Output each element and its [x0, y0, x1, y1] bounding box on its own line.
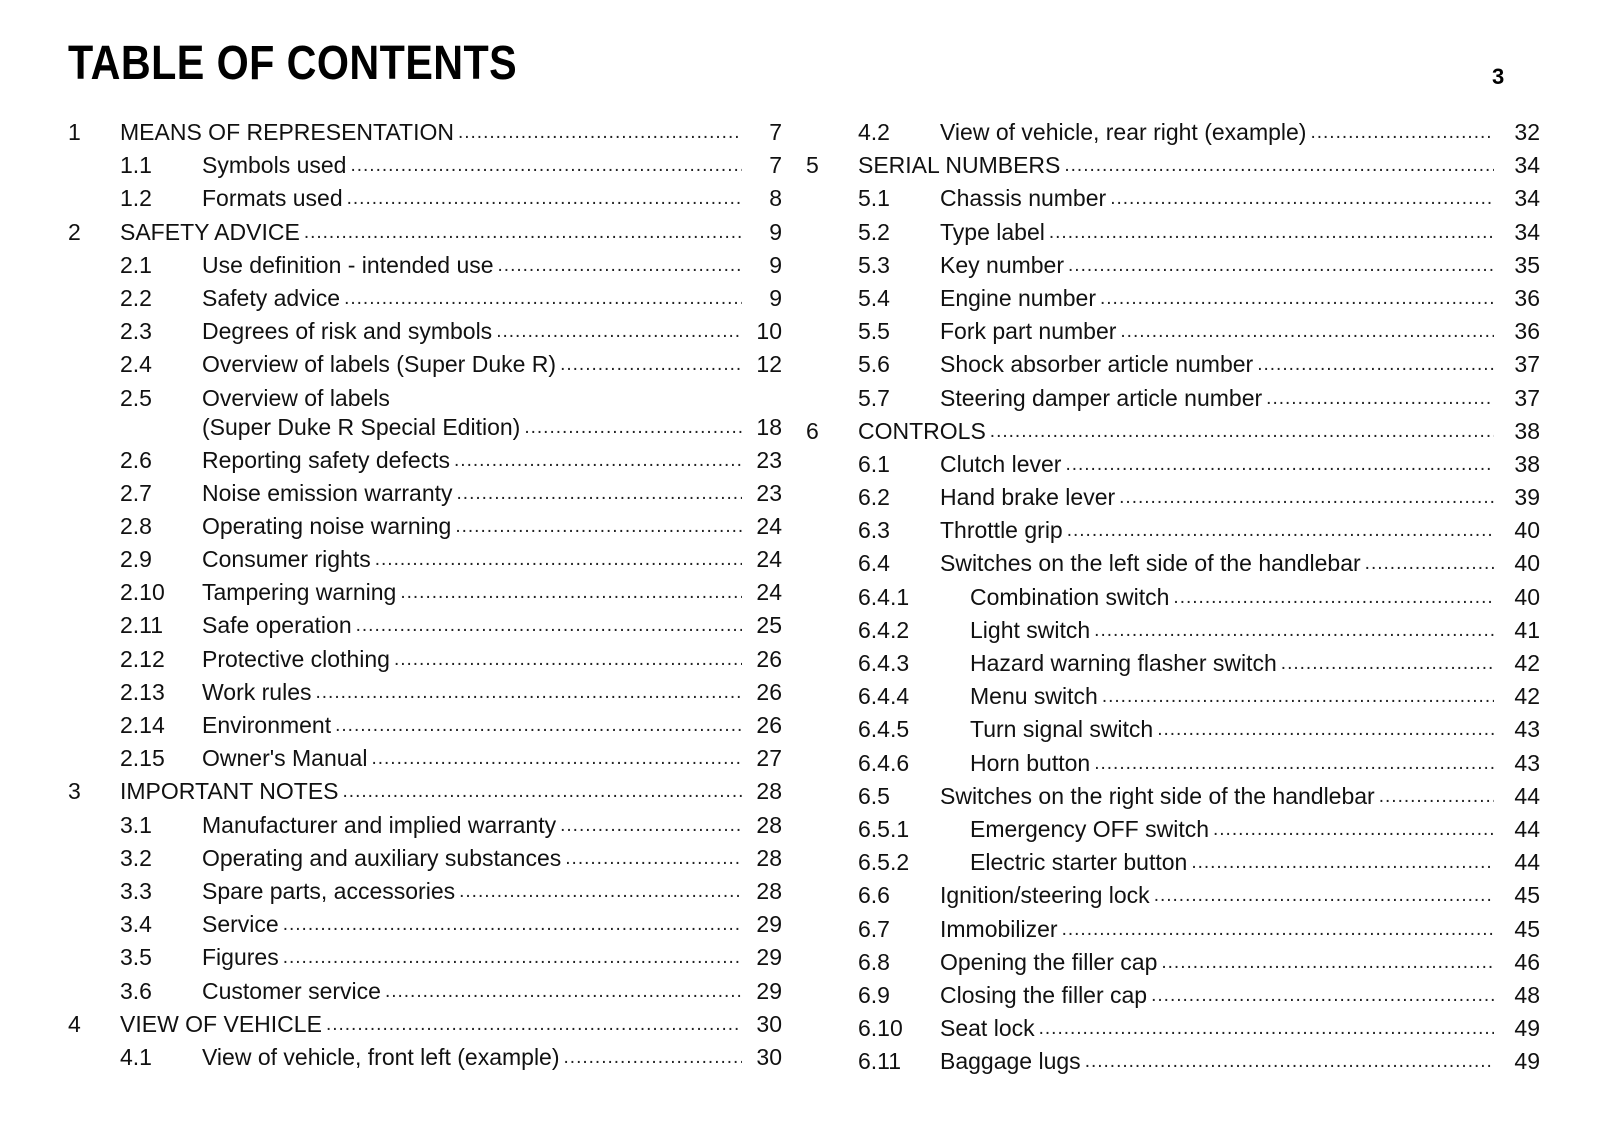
dot-leader: [1173, 581, 1494, 614]
toc-entry-label: Emergency OFF switch: [970, 813, 1213, 846]
toc-entry-number: 6.10: [858, 1015, 903, 1042]
toc-entry-page: 7: [769, 119, 782, 145]
toc-column-right: [806, 116, 1540, 1078]
toc-entry[interactable]: [68, 249, 782, 282]
toc-entry[interactable]: [806, 448, 1540, 481]
toc-entry[interactable]: [806, 813, 1540, 846]
toc-entry-label: Environment: [202, 709, 335, 742]
toc-entry[interactable]: [68, 382, 782, 444]
toc-entry-number: 2.13: [120, 678, 165, 705]
toc-entry[interactable]: [68, 282, 782, 315]
toc-entry[interactable]: [68, 116, 782, 149]
toc-entry-number: 3.5: [120, 944, 152, 971]
dot-leader: [1161, 946, 1494, 979]
toc-entry[interactable]: [806, 216, 1540, 249]
toc-entry-number: 5.1: [858, 185, 890, 212]
dot-leader: [1310, 116, 1494, 149]
toc-entry-number: 6.4.4: [858, 683, 910, 710]
toc-entry-page: 24: [756, 546, 782, 573]
toc-entry-page: 44: [1514, 849, 1540, 876]
toc-entry[interactable]: [68, 1041, 782, 1074]
dot-leader: [400, 576, 742, 609]
toc-entry-page: 23: [756, 479, 782, 506]
toc-entry-number: 5.6: [858, 351, 890, 378]
dot-leader: [1151, 979, 1494, 1012]
toc-entry-page: 9: [769, 251, 782, 278]
toc-entry-page: 9: [769, 218, 782, 245]
toc-entry-page: 42: [1514, 683, 1540, 710]
toc-entry[interactable]: [68, 182, 782, 215]
toc-entry-number: 5.5: [858, 318, 890, 345]
toc-entry-number: 6.1: [858, 450, 890, 477]
toc-entry[interactable]: [806, 348, 1540, 381]
dot-leader: [1281, 647, 1494, 680]
dot-leader: [375, 543, 742, 576]
toc-entry[interactable]: [806, 315, 1540, 348]
toc-entry-page: 37: [1514, 351, 1540, 378]
dot-leader: [1085, 1045, 1494, 1078]
toc-entry-page: 37: [1514, 384, 1540, 411]
toc-entry-page: 43: [1514, 749, 1540, 776]
toc-entry[interactable]: [68, 809, 782, 842]
dot-leader: [1067, 514, 1494, 547]
toc-entry-number: 2.8: [120, 512, 152, 539]
toc-entry-number: 4.2: [858, 119, 890, 145]
toc-entry-label: Closing the filler cap: [940, 979, 1151, 1012]
toc-entry-number: 6.4.1: [858, 583, 910, 610]
toc-entry-number: 4.1: [120, 1043, 152, 1070]
toc-entry-page: 7: [769, 152, 782, 179]
toc-entry-number: 3.2: [120, 844, 152, 871]
toc-entry[interactable]: [68, 510, 782, 543]
toc-entry[interactable]: [68, 1008, 782, 1041]
toc-entry-label: Service: [202, 908, 283, 941]
toc-entry-label: Noise emission warranty: [202, 477, 457, 510]
dot-leader: [343, 775, 742, 808]
toc-entry-page: 46: [1514, 948, 1540, 975]
toc-entry-label: View of vehicle, front left (example): [202, 1041, 564, 1074]
toc-entry-label: Opening the filler cap: [940, 946, 1161, 979]
toc-entry-page: 29: [756, 911, 782, 938]
dot-leader: [1110, 182, 1494, 215]
toc-entry-number: 6.9: [858, 981, 890, 1008]
toc-entry-page: 24: [756, 579, 782, 606]
toc-entry-number: 2: [68, 218, 81, 245]
toc-entry-page: 34: [1514, 185, 1540, 212]
toc-entry-label: Turn signal switch: [970, 713, 1157, 746]
toc-entry-number: 1.1: [120, 152, 152, 179]
toc-entry[interactable]: [68, 842, 782, 875]
toc-entry-page: 34: [1514, 218, 1540, 245]
toc-entry-number: 2.3: [120, 318, 152, 345]
toc-entry[interactable]: [806, 780, 1540, 813]
toc-entry-page: 23: [756, 446, 782, 473]
toc-entry-label: VIEW OF VEHICLE: [120, 1008, 326, 1041]
dot-leader: [1213, 813, 1494, 846]
toc-entry-page: 18: [756, 413, 782, 440]
toc-entry[interactable]: [806, 547, 1540, 580]
dot-leader: [1094, 747, 1494, 780]
toc-entry-number: 1: [68, 119, 81, 145]
toc-entry-page: 28: [756, 778, 782, 805]
toc-entry-label: Figures: [202, 941, 283, 974]
toc-column-left: [68, 116, 782, 1074]
toc-entry-number: 6.5: [858, 782, 890, 809]
toc-entry-label: Key number: [940, 249, 1068, 282]
toc-entry-page: 45: [1514, 882, 1540, 909]
toc-entry-label: Operating noise warning: [202, 510, 455, 543]
toc-entry[interactable]: [68, 643, 782, 676]
toc-entry-label: Baggage lugs: [940, 1045, 1085, 1078]
toc-entry-page: 29: [756, 944, 782, 971]
toc-entry-label: Spare parts, accessories: [202, 875, 459, 908]
toc-entry-number: 3: [68, 778, 81, 805]
toc-entry-number: 2.1: [120, 251, 152, 278]
toc-entry-label: Ignition/steering lock: [940, 879, 1154, 912]
toc-entry[interactable]: [68, 676, 782, 709]
toc-entry-number: 2.7: [120, 479, 152, 506]
toc-entry-page: 32: [1514, 119, 1540, 145]
toc-entry-page: 25: [756, 612, 782, 639]
toc-entry-page: 9: [769, 284, 782, 311]
toc-entry-number: 2.11: [120, 612, 164, 639]
toc-entry[interactable]: [806, 382, 1540, 415]
toc-entry-number: 6: [806, 417, 819, 444]
dot-leader: [316, 676, 743, 709]
toc-entry-number: 3.3: [120, 877, 152, 904]
toc-entry-label: SERIAL NUMBERS: [858, 149, 1064, 182]
toc-entry-number: 2.6: [120, 446, 152, 473]
toc-entry-number: 5.7: [858, 384, 890, 411]
page-title: TABLE OF CONTENTS: [68, 37, 518, 90]
toc-entry-page: 30: [756, 1043, 782, 1070]
toc-entry-number: 1.2: [120, 185, 152, 212]
toc-entry-page: 35: [1514, 251, 1540, 278]
dot-leader: [350, 149, 742, 182]
toc-entry-label: Safe operation: [202, 609, 356, 642]
toc-entry-label: Symbols used: [202, 149, 350, 182]
toc-entry-number: 6.4.3: [858, 650, 910, 676]
toc-entry-page: 8: [769, 185, 782, 212]
toc-entry[interactable]: [68, 742, 782, 775]
toc-entry-page: 39: [1514, 484, 1540, 511]
toc-entry-number: 6.5.1: [858, 815, 910, 842]
toc-entry-number: 4: [68, 1010, 81, 1037]
dot-leader: [457, 477, 742, 510]
toc-entry-page: 28: [756, 877, 782, 904]
toc-entry[interactable]: [68, 149, 782, 182]
dot-leader: [283, 908, 742, 941]
toc-entry-page: 43: [1514, 716, 1540, 743]
toc-entry-page: 41: [1514, 616, 1540, 643]
dot-leader: [990, 415, 1494, 448]
toc-entry-label: View of vehicle, rear right (example): [940, 116, 1310, 149]
toc-entry[interactable]: [806, 581, 1540, 614]
dot-leader: [498, 249, 742, 282]
toc-entry-label: Seat lock: [940, 1012, 1039, 1045]
toc-entry-label: (Super Duke R Special Edition): [202, 411, 524, 444]
toc-entry-page: 12: [756, 351, 782, 378]
toc-entry-label: Combination switch: [970, 581, 1173, 614]
toc-entry-label: Hand brake lever: [940, 481, 1119, 514]
toc-entry-label: SAFETY ADVICE: [120, 216, 304, 249]
dot-leader: [524, 411, 742, 444]
toc-entry-label: Electric starter button: [970, 846, 1191, 879]
dot-leader: [1100, 282, 1494, 315]
dot-leader: [356, 609, 742, 642]
toc-entry-number: 3.1: [120, 811, 152, 838]
toc-entry-number: 2.15: [120, 745, 165, 772]
toc-entry-number: 5.3: [858, 251, 890, 278]
toc-entry-number: 2.2: [120, 284, 152, 311]
toc-entry-label: Switches on the left side of the handlebar: [940, 547, 1365, 580]
toc-entry-page: 30: [756, 1010, 782, 1037]
toc-entry[interactable]: [68, 908, 782, 941]
toc-entry[interactable]: [806, 647, 1540, 680]
toc-entry-page: 45: [1514, 915, 1540, 942]
toc-entry-number: 3.4: [120, 911, 152, 938]
toc-entry-label: Light switch: [970, 614, 1094, 647]
toc-entry[interactable]: [68, 444, 782, 477]
toc-entry[interactable]: [806, 481, 1540, 514]
toc-entry-label: Work rules: [202, 676, 316, 709]
toc-entry-number: 6.7: [858, 915, 890, 942]
toc-entry-page: 49: [1514, 1015, 1540, 1042]
toc-entry-page: 10: [756, 318, 782, 345]
dot-leader: [347, 182, 742, 215]
toc-entry-page: 38: [1514, 417, 1540, 444]
dot-leader: [1068, 249, 1494, 282]
toc-entry-label: Reporting safety defects: [202, 444, 454, 477]
toc-entry-page: 26: [756, 712, 782, 738]
toc-entry[interactable]: [68, 941, 782, 974]
toc-entry-page: 40: [1514, 583, 1540, 610]
dot-leader: [1365, 547, 1494, 580]
dot-leader: [459, 875, 742, 908]
toc-entry[interactable]: [806, 879, 1540, 912]
dot-leader: [1266, 382, 1494, 415]
toc-entry[interactable]: [68, 216, 782, 249]
toc-entry-number: 2.14: [120, 712, 165, 738]
dot-leader: [1065, 448, 1494, 481]
toc-entry-page: 38: [1514, 450, 1540, 477]
toc-entry[interactable]: [806, 415, 1540, 448]
toc-entry[interactable]: [806, 747, 1540, 780]
toc-entry[interactable]: [806, 846, 1540, 879]
toc-entry-number: 3.6: [120, 977, 152, 1004]
toc-entry-number: 2.4: [120, 351, 152, 378]
toc-entry[interactable]: [68, 348, 782, 381]
toc-entry-label: Horn button: [970, 747, 1094, 780]
toc-entry-label: Throttle grip: [940, 514, 1067, 547]
dot-leader: [1257, 348, 1494, 381]
toc-entry-page: 49: [1514, 1048, 1540, 1075]
toc-entry-page: 44: [1514, 782, 1540, 809]
toc-entry-page: 27: [756, 745, 782, 772]
toc-entry-number: 5.4: [858, 284, 890, 311]
toc-entry-label: Tampering warning: [202, 576, 400, 609]
dot-leader: [394, 643, 742, 676]
dot-leader: [335, 709, 742, 742]
dot-leader: [1064, 149, 1494, 182]
toc-entry[interactable]: [68, 609, 782, 642]
toc-entry[interactable]: [68, 709, 782, 742]
dot-leader: [1039, 1012, 1494, 1045]
toc-entry-label: Manufacturer and implied warranty: [202, 809, 560, 842]
toc-entry[interactable]: [806, 1012, 1540, 1045]
toc-entry-number: 5.2: [858, 218, 890, 245]
toc-entry-number: 6.4.5: [858, 716, 910, 743]
toc-entry-label: Use definition - intended use: [202, 249, 498, 282]
toc-entry-label: Safety advice: [202, 282, 344, 315]
dot-leader: [344, 282, 742, 315]
dot-leader: [1102, 680, 1494, 713]
toc-entry-number: 2.9: [120, 546, 152, 573]
toc-entry-number: 6.4.6: [858, 749, 910, 776]
toc-entry-page: 44: [1514, 815, 1540, 842]
toc-entry-label: Clutch lever: [940, 448, 1065, 481]
toc-entry[interactable]: [68, 875, 782, 908]
toc-entry[interactable]: [68, 775, 782, 808]
toc-entry-page: 48: [1514, 981, 1540, 1008]
dot-leader: [371, 742, 742, 775]
dot-leader: [1119, 481, 1494, 514]
toc-entry[interactable]: [806, 913, 1540, 946]
toc-entry-label-line1: Overview of labels: [202, 384, 390, 411]
toc-entry[interactable]: [806, 680, 1540, 713]
toc-entry-page: 28: [756, 811, 782, 838]
dot-leader: [1062, 913, 1494, 946]
toc-entry-label: Immobilizer: [940, 913, 1062, 946]
dot-leader: [564, 1041, 742, 1074]
toc-entry-label: MEANS OF REPRESENTATION: [120, 116, 458, 149]
toc-entry-number: 6.8: [858, 948, 890, 975]
toc-entry-label: Customer service: [202, 975, 385, 1008]
toc-entry-label: Fork part number: [940, 315, 1120, 348]
dot-leader: [565, 842, 742, 875]
toc-entry[interactable]: [68, 576, 782, 609]
dot-leader: [1049, 216, 1494, 249]
toc-entry-label: Type label: [940, 216, 1049, 249]
toc-entry-page: 26: [756, 645, 782, 672]
toc-entry-label: Hazard warning flasher switch: [970, 647, 1281, 680]
dot-leader: [304, 216, 742, 249]
dot-leader: [1157, 713, 1494, 746]
toc-entry-number: 6.3: [858, 517, 890, 544]
dot-leader: [1379, 780, 1494, 813]
dot-leader: [1120, 315, 1494, 348]
toc-entry-page: 28: [756, 844, 782, 871]
toc-entry-number: 6.4.2: [858, 616, 910, 643]
toc-entry-label: Protective clothing: [202, 643, 394, 676]
toc-entry-label: Consumer rights: [202, 543, 375, 576]
toc-entry-number: 2.5: [120, 384, 152, 411]
toc-entry-page: 26: [756, 678, 782, 705]
toc-entry-page: 40: [1514, 517, 1540, 544]
dot-leader: [560, 348, 742, 381]
toc-entry[interactable]: [806, 182, 1540, 215]
toc-entry[interactable]: [806, 116, 1540, 149]
dot-leader: [1094, 614, 1494, 647]
toc-entry-page: 36: [1514, 318, 1540, 345]
toc-entry[interactable]: [806, 249, 1540, 282]
toc-entry-number: 5: [806, 152, 819, 179]
dot-leader: [455, 510, 742, 543]
toc-entry-label: IMPORTANT NOTES: [120, 775, 343, 808]
toc-entry-page: 24: [756, 512, 782, 539]
toc-entry-label: Menu switch: [970, 680, 1102, 713]
dot-leader: [458, 116, 742, 149]
dot-leader: [1154, 879, 1494, 912]
page-number: 3: [1492, 64, 1505, 89]
toc-entry[interactable]: [68, 315, 782, 348]
toc-entry[interactable]: [68, 543, 782, 576]
toc-entry-page: 42: [1514, 650, 1540, 676]
toc-entry[interactable]: [806, 979, 1540, 1012]
toc-entry[interactable]: [806, 149, 1540, 182]
toc-entry-page: 29: [756, 977, 782, 1004]
toc-entry[interactable]: [68, 477, 782, 510]
toc-entry-label: Formats used: [202, 182, 347, 215]
toc-entry[interactable]: [806, 614, 1540, 647]
toc-entry-page: 36: [1514, 284, 1540, 311]
toc-entry-label: Shock absorber article number: [940, 348, 1257, 381]
dot-leader: [560, 809, 742, 842]
toc-entry-label: Switches on the right side of the handlebar: [940, 780, 1379, 813]
toc-entry-label: Engine number: [940, 282, 1100, 315]
toc-entry-label: Operating and auxiliary substances: [202, 842, 565, 875]
dot-leader: [496, 315, 742, 348]
toc-entry[interactable]: [806, 713, 1540, 746]
toc-entry-label: Chassis number: [940, 182, 1110, 215]
toc-entry-number: 6.5.2: [858, 849, 910, 876]
toc-entry-number: 2.10: [120, 579, 165, 606]
toc-entry[interactable]: [68, 975, 782, 1008]
toc-entry-number: 6.2: [858, 484, 890, 511]
dot-leader: [454, 444, 742, 477]
toc-entry-label: Overview of labels (Super Duke R): [202, 348, 560, 381]
toc-entry-number: 2.12: [120, 645, 165, 672]
toc-entry[interactable]: [806, 514, 1540, 547]
toc-entry-page: 34: [1514, 152, 1540, 179]
toc-entry-number: 6.6: [858, 882, 890, 909]
toc-entry[interactable]: [806, 1045, 1540, 1078]
dot-leader: [1191, 846, 1494, 879]
dot-leader: [283, 941, 742, 974]
toc-entry-page: 40: [1514, 550, 1540, 577]
dot-leader: [385, 975, 742, 1008]
toc-entry-number: 6.11: [858, 1048, 902, 1075]
toc-entry-number: 6.4: [858, 550, 890, 577]
dot-leader: [326, 1008, 742, 1041]
toc-entry-label: CONTROLS: [858, 415, 990, 448]
toc-entry[interactable]: [806, 282, 1540, 315]
toc-entry[interactable]: [806, 946, 1540, 979]
toc-entry-label: Degrees of risk and symbols: [202, 315, 496, 348]
toc-entry-label: Steering damper article number: [940, 382, 1266, 415]
toc-entry-label: Owner's Manual: [202, 742, 371, 775]
